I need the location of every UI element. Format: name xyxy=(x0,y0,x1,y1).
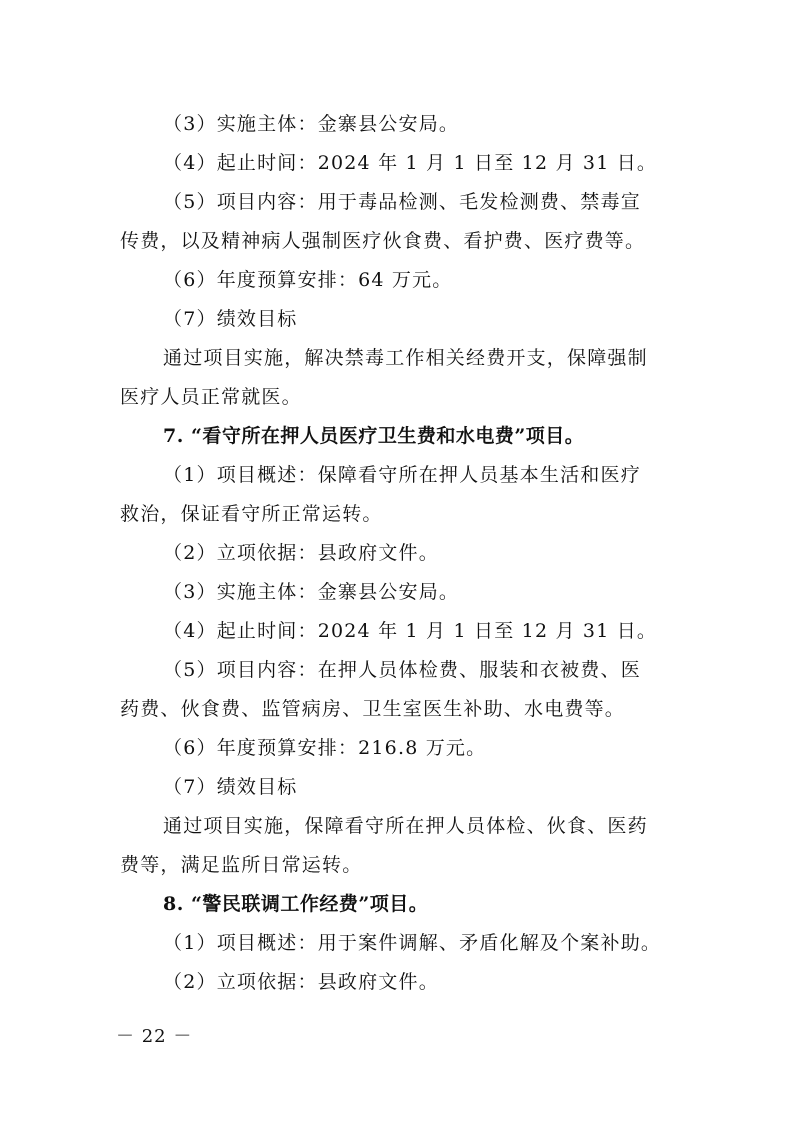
text-line: 医疗人员正常就医。 xyxy=(120,386,302,408)
text-line: （3）实施主体：金寨县公安局。 xyxy=(163,113,460,135)
text-line: 药费、伙食费、监管病房、卫生室医生补助、水电费等。 xyxy=(120,698,626,720)
page-number: － 22 － xyxy=(116,1026,193,1047)
text-line: 传费，以及精神病人强制医疗伙食费、看护费、医疗费等。 xyxy=(120,230,646,252)
text-line: （5）项目内容：用于毒品检测、毛发检测费、禁毒宣 xyxy=(163,191,641,213)
text-line: （5）项目内容：在押人员体检费、服装和衣被费、医 xyxy=(163,659,641,681)
text-line: 通过项目实施，解决禁毒工作相关经费开支，保障强制 xyxy=(163,347,648,369)
text-line: 通过项目实施，保障看守所在押人员体检、伙食、医药 xyxy=(163,815,648,837)
text-line: （6）年度预算安排：216.8 万元。 xyxy=(163,737,487,759)
section-heading: 7. “看守所在押人员医疗卫生费和水电费”项目。 xyxy=(163,425,585,447)
text-line: （7）绩效目标 xyxy=(163,308,298,330)
text-line: （1）项目概述：用于案件调解、矛盾化解及个案补助。 xyxy=(163,932,662,954)
text-line: 救治，保证看守所正常运转。 xyxy=(120,503,383,525)
text-line: （4）起止时间：2024 年 1 月 1 日至 12 月 31 日。 xyxy=(163,620,658,642)
text-line: （4）起止时间：2024 年 1 月 1 日至 12 月 31 日。 xyxy=(163,152,658,174)
text-line: （1）项目概述：保障看守所在押人员基本生活和医疗 xyxy=(163,464,641,486)
section-heading: 8. “警民联调工作经费”项目。 xyxy=(163,893,429,915)
text-line: （6）年度预算安排：64 万元。 xyxy=(163,269,453,291)
text-line: （3）实施主体：金寨县公安局。 xyxy=(163,581,460,603)
text-line: （2）立项依据：县政府文件。 xyxy=(163,971,439,993)
text-line: 费等，满足监所日常运转。 xyxy=(120,854,363,876)
text-line: （7）绩效目标 xyxy=(163,776,298,798)
text-line: （2）立项依据：县政府文件。 xyxy=(163,542,439,564)
